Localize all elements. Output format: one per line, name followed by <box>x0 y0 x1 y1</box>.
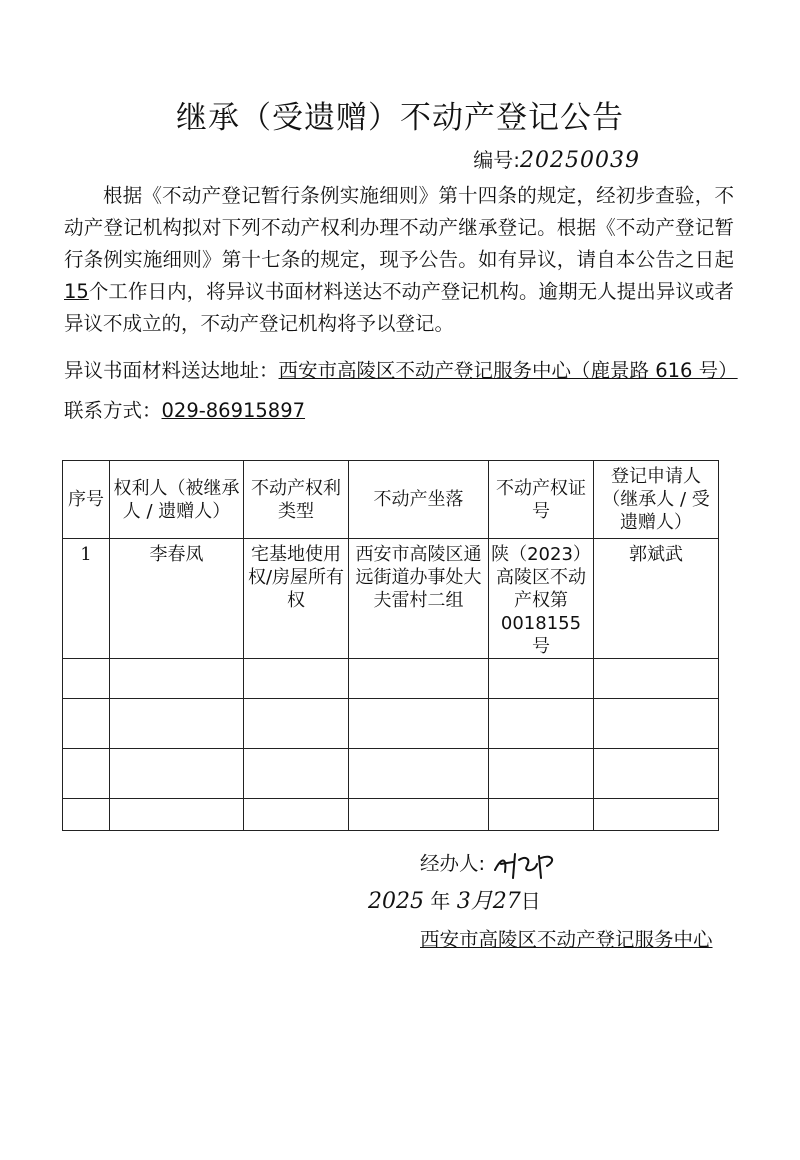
header-owner: 权利人（被继承人 / 遗赠人） <box>110 461 244 539</box>
cell-owner: 李春凤 <box>110 539 244 659</box>
cell-applicant: 郭斌武 <box>594 539 719 659</box>
serial-label: 编号: <box>473 148 521 172</box>
cell-right-type: 宅基地使用权/房屋所有权 <box>244 539 349 659</box>
address-value: 西安市高陵区不动产登记服务中心（鹿景路 616 号） <box>278 359 738 382</box>
announcement-date <box>368 884 541 915</box>
table-header-row <box>63 461 719 539</box>
table-row-empty <box>63 799 719 831</box>
working-days: 15 <box>64 280 89 303</box>
cell-location: 西安市高陵区通远街道办事处大夫雷村二组 <box>349 539 489 659</box>
handler-label: 经办人: <box>420 852 486 875</box>
table-row <box>63 539 719 659</box>
header-applicant: 登记申请人（继承人 / 受遗赠人） <box>594 461 719 539</box>
header-location: 不动产坐落 <box>349 461 489 539</box>
date-day-label: 日 <box>520 889 541 913</box>
page-title: 继承（受遗赠）不动产登记公告 <box>176 100 624 136</box>
registration-table <box>62 460 719 831</box>
handler-line <box>420 848 571 880</box>
header-seq: 序号 <box>63 461 110 539</box>
table-row-empty <box>63 749 719 799</box>
contact-info <box>64 395 305 423</box>
date-year: 2025 <box>368 889 424 914</box>
objection-address <box>64 355 738 383</box>
serial-value: 20250039 <box>520 148 640 173</box>
header-cert-no: 不动产权证号 <box>489 461 594 539</box>
announcement-paragraph <box>64 180 734 340</box>
address-label: 异议书面材料送达地址： <box>64 359 279 382</box>
header-right-type: 不动产权利类型 <box>244 461 349 539</box>
date-year-label: 年 <box>430 889 451 913</box>
cell-cert-no: 陕（2023）高陵区不动产权第 0018155 号 <box>489 539 594 659</box>
paragraph-text-2: 个工作日内，将异议书面材料送达不动产登记机构。逾期无人提出异议或者异议不成立的，不动产登记机构将予以登记。 <box>64 280 734 335</box>
cell-seq: 1 <box>63 539 110 659</box>
date-month-day: 3月27 <box>456 889 521 914</box>
handler-signature <box>491 850 571 880</box>
serial-number <box>473 144 640 173</box>
issuing-organization: 西安市高陵区不动产登记服务中心 <box>420 928 713 951</box>
contact-label: 联系方式： <box>64 399 162 422</box>
table-row-empty <box>63 699 719 749</box>
contact-phone: 029-86915897 <box>161 399 306 422</box>
table-row-empty <box>63 659 719 699</box>
paragraph-text-1: 根据《不动产登记暂行条例实施细则》第十四条的规定，经初步查验，不动产登记机构拟对下列不动产权利办理不动产继承登记。根据《不动产登记暂行条例实施细则》第十七条的规定，现予公告。如有异议，请自本公告之日起 <box>64 184 734 271</box>
